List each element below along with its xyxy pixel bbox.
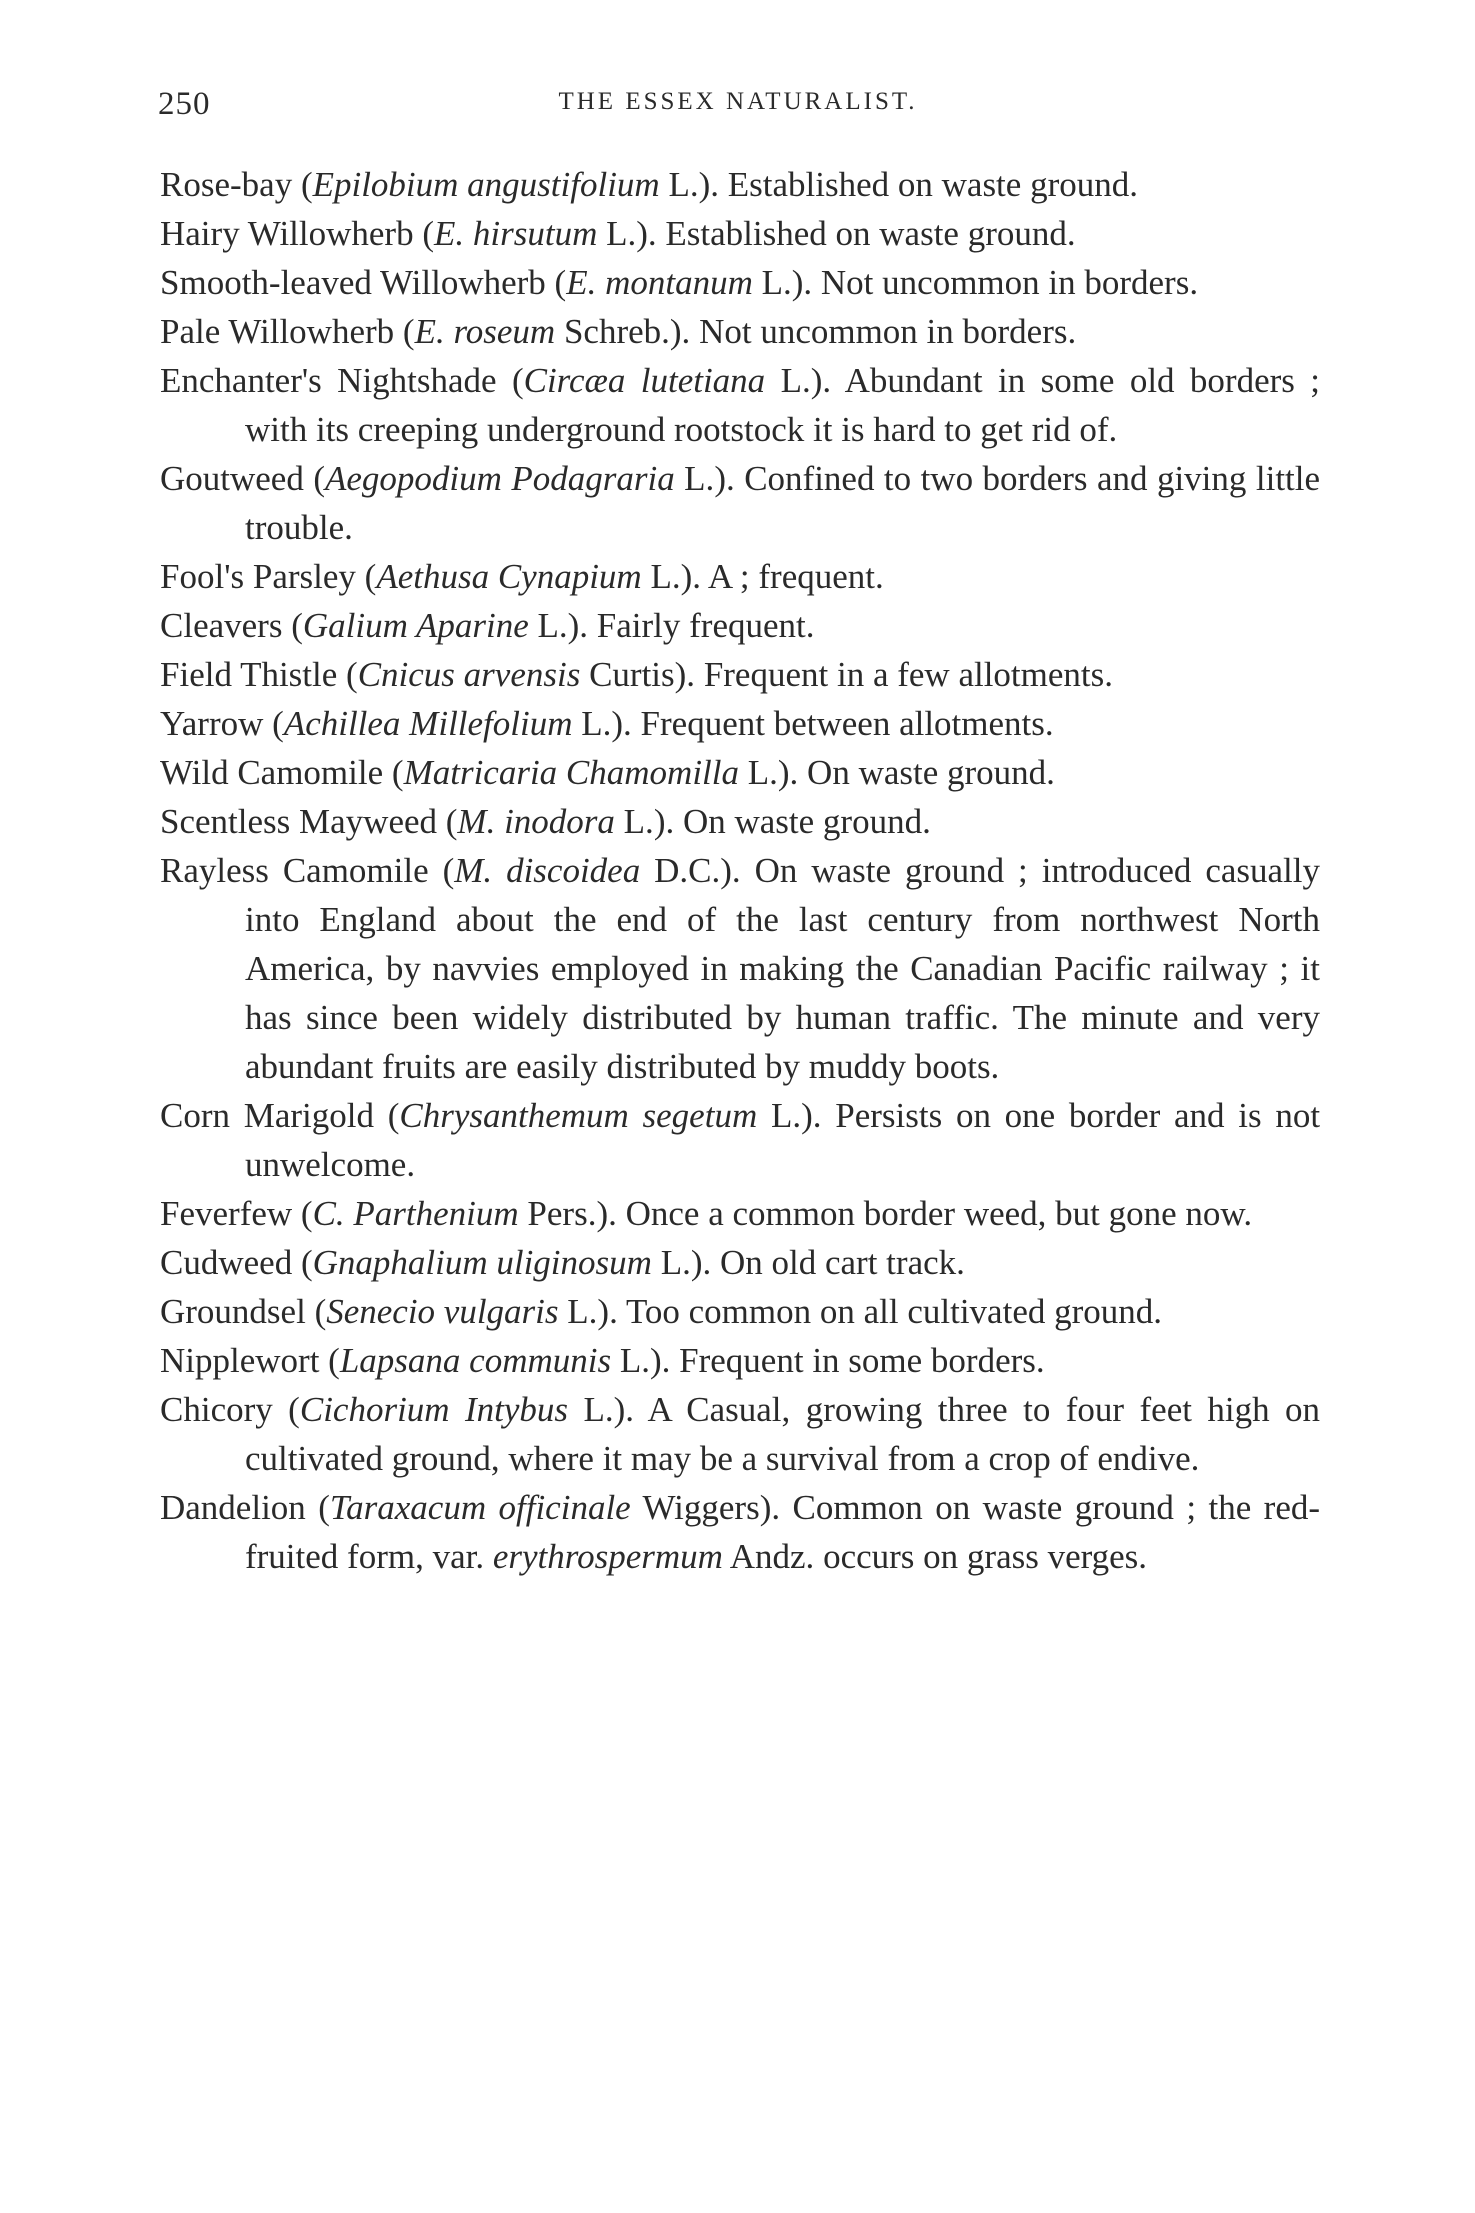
species-entry: Goutweed (Aegopodium Podagraria L.). Confined to two borders and giving little trouble.: [160, 459, 1321, 547]
running-head: [158, 86, 1318, 130]
species-entry: Field Thistle (Cnicus arvensis Curtis). Frequent in a few allotments.: [160, 655, 1114, 694]
entry-note: Not uncommon in borders.: [699, 312, 1077, 351]
common-name: Nipplewort: [160, 1341, 320, 1380]
common-name: Rayless Camomile: [160, 851, 429, 890]
authority: Pers.: [527, 1194, 597, 1233]
species-entry: Wild Camomile (Matricaria Chamomilla L.). On waste ground.: [160, 753, 1055, 792]
entry-note: Persists on one border and is not unwelcome.: [245, 1096, 1321, 1184]
species-entry: Yarrow (Achillea Millefolium L.). Frequent between allotments.: [160, 704, 1054, 743]
latin-name: Aegopodium Podagraria: [324, 459, 675, 498]
authority: L.: [660, 1243, 691, 1282]
authority: L.: [583, 1390, 614, 1429]
authority: L.: [780, 361, 811, 400]
latin-name: Galium Aparine: [302, 606, 529, 645]
entry-note: Too common on all cultivated ground.: [625, 1292, 1163, 1331]
species-entry: Cleavers (Galium Aparine L.). Fairly frequent.: [160, 606, 815, 645]
authority: Wiggers: [642, 1488, 760, 1527]
species-entry: Rose-bay (Epilobium angustifolium L.). Established on waste ground.: [160, 165, 1138, 204]
entry-note: Not uncommon in borders.: [820, 263, 1199, 302]
authority: L.: [747, 753, 778, 792]
species-entry: Nipplewort (Lapsana communis L.). Frequent in some borders.: [160, 1341, 1045, 1380]
common-name: Fool's Parsley: [160, 557, 356, 596]
common-name: Yarrow: [160, 704, 264, 743]
authority: L.: [770, 1096, 802, 1135]
authority: Schreb.: [563, 312, 670, 351]
common-name: Field Thistle: [160, 655, 338, 694]
entry-note: Confined to two borders and giving little trouble.: [245, 459, 1321, 547]
authority: Curtis: [589, 655, 675, 694]
species-entry: Rayless Camomile (M. discoidea D.C.). On waste ground ; introduced casually into England about the end of the last century from northwest North America, by navvies employed in making the Canadian Pacific railway ; it has since been widely distributed by human traffic. The minute and very abundant fruits are easily distributed by muddy boots.: [160, 851, 1320, 1086]
latin-name: Epilobium angustifolium: [312, 165, 660, 204]
entry-note: Frequent in a few allotments.: [703, 655, 1114, 694]
common-name: Corn Marigold: [160, 1096, 374, 1135]
species-entry: Cudweed (Gnaphalium uliginosum L.). On old cart track.: [160, 1243, 965, 1282]
entry-note: On old cart track.: [719, 1243, 965, 1282]
latin-name: M. discoidea: [454, 851, 641, 890]
latin-name: Achillea Millefolium: [283, 704, 573, 743]
latin-name: Cichorium Intybus: [299, 1390, 569, 1429]
common-name: Enchanter's Nightshade: [160, 361, 497, 400]
authority: D.C.: [654, 851, 721, 890]
entry-note: On waste ground.: [807, 753, 1055, 792]
authority: L.: [567, 1292, 598, 1331]
entry-note: Established on waste ground.: [665, 214, 1076, 253]
common-name: Pale Willowherb: [160, 312, 395, 351]
species-list: [160, 160, 1320, 1581]
latin-name: Cnicus arvensis: [357, 655, 581, 694]
variety-name: erythrospermum: [492, 1537, 723, 1576]
entry-note: Frequent between allotments.: [640, 704, 1054, 743]
entry-note: On waste ground ; introduced casually into England about the end of the last century from northwest North America, by navvies employed in making the Canadian Pacific railway ; it has since been widely distributed by human traffic. The minute and very abundant fruits are easily distributed by muddy boots.: [245, 851, 1320, 1086]
authority: L.: [668, 165, 699, 204]
entry-note: Once a common border weed, but gone now.: [625, 1194, 1253, 1233]
species-entry: Scentless Mayweed (M. inodora L.). On waste ground.: [160, 802, 931, 841]
common-name: Wild Camomile: [160, 753, 384, 792]
species-entry: Enchanter's Nightshade (Circæa lutetiana L.). Abundant in some old borders ; with its creeping underground rootstock it is hard to get rid of.: [160, 361, 1320, 449]
latin-name: Gnaphalium uliginosum: [312, 1243, 652, 1282]
latin-name: E. roseum: [414, 312, 556, 351]
entry-note: Established on waste ground.: [727, 165, 1138, 204]
entry-note: Abundant in some old borders ; with its creeping underground rootstock it is hard to get rid of.: [245, 361, 1320, 449]
latin-name: M. inodora: [457, 802, 615, 841]
authority: L.: [650, 557, 681, 596]
common-name: Smooth-leaved Willowherb: [160, 263, 546, 302]
species-entry: Hairy Willowherb (E. hirsutum L.). Established on waste ground.: [160, 214, 1076, 253]
common-name: Feverfew: [160, 1194, 293, 1233]
common-name: Rose-bay: [160, 165, 293, 204]
entry-note: Fairly frequent.: [596, 606, 815, 645]
species-entry: Pale Willowherb (E. roseum Schreb.). Not uncommon in borders.: [160, 312, 1077, 351]
entry-note: On waste ground.: [682, 802, 931, 841]
latin-name: Aethusa Cynapium: [376, 557, 642, 596]
journal-title: THE ESSEX NATURALIST.: [558, 88, 918, 115]
common-name: Scentless Mayweed: [160, 802, 438, 841]
latin-name: Senecio vulgaris: [326, 1292, 559, 1331]
page-number: 250: [158, 86, 211, 122]
latin-name: Taraxacum officinale: [329, 1488, 631, 1527]
entry-note-continued: occurs on grass verges.: [823, 1537, 1148, 1576]
common-name: Goutweed: [160, 459, 304, 498]
entry-note: Frequent in some borders.: [679, 1341, 1045, 1380]
authority: L.: [581, 704, 612, 743]
common-name: Dandelion: [160, 1488, 306, 1527]
common-name: Groundsel: [160, 1292, 306, 1331]
entry-note: A ; frequent.: [707, 557, 884, 596]
authority: L.: [761, 263, 792, 302]
latin-name: Lapsana communis: [339, 1341, 612, 1380]
species-entry: Corn Marigold (Chrysanthemum segetum L.). Persists on one border and is not unwelcome.: [160, 1096, 1321, 1184]
authority: L.: [623, 802, 654, 841]
species-entry: Feverfew (C. Parthenium Pers.). Once a common border weed, but gone now.: [160, 1194, 1253, 1233]
latin-name: C. Parthenium: [312, 1194, 519, 1233]
latin-name: E. hirsutum: [434, 214, 598, 253]
latin-name: E. montanum: [566, 263, 753, 302]
latin-name: Chrysanthemum segetum: [399, 1096, 758, 1135]
species-entry: Chicory (Cichorium Intybus L.). A Casual, growing three to four feet high on cultivated ground, where it may be a survival from a crop of endive.: [160, 1390, 1321, 1478]
entry-note: A Casual, growing three to four feet high on cultivated ground, where it may be a survival from a crop of endive.: [245, 1390, 1321, 1478]
authority: L.: [619, 1341, 650, 1380]
species-entry: Dandelion (Taraxacum officinale Wiggers). Common on waste ground ; the red-fruited form, var. erythrospermum Andz. occurs on grass verges.: [160, 1488, 1321, 1576]
authority: L.: [537, 606, 568, 645]
authority: L.: [606, 214, 637, 253]
common-name: Hairy Willowherb: [160, 214, 414, 253]
authority: L.: [684, 459, 715, 498]
latin-name: Circæa lutetiana: [523, 361, 766, 400]
latin-name: Matricaria Chamomilla: [403, 753, 739, 792]
species-entry: Fool's Parsley (Aethusa Cynapium L.). A ; frequent.: [160, 557, 884, 596]
entry-note: Common on waste ground ; the red-fruited form, var.: [245, 1488, 1321, 1576]
common-name: Cudweed: [160, 1243, 293, 1282]
species-entry: Smooth-leaved Willowherb (E. montanum L.). Not uncommon in borders.: [160, 263, 1199, 302]
common-name: Cleavers: [160, 606, 283, 645]
variety-authority: Andz.: [729, 1537, 815, 1576]
species-entry: Groundsel (Senecio vulgaris L.). Too common on all cultivated ground.: [160, 1292, 1163, 1331]
common-name: Chicory: [160, 1390, 273, 1429]
